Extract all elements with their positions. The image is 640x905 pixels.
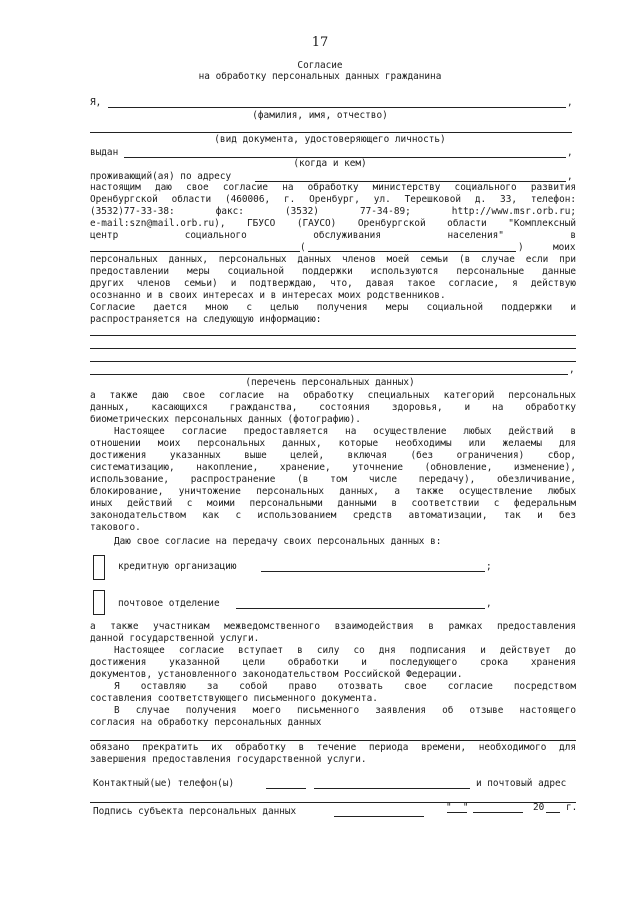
bracket-open: ( [300, 242, 306, 253]
paragraph-consent-line-1: настоящим даю свое согласие на обработку министерству социального развития [90, 182, 576, 193]
post-office-label: почтовое отделение [118, 598, 220, 609]
actions-line-2: отношении моих персональных данных, которые необходимы или желаемы для [90, 438, 576, 449]
data-list-line-2[interactable] [90, 348, 576, 349]
credit-org-label: кредитную организацию [118, 561, 237, 572]
actions-line-1: Настоящее согласие предоставляется на осуществление любых действий в [114, 426, 576, 437]
data-list-caption: (перечень персональных данных) [245, 377, 415, 388]
form-title: Согласие [297, 60, 343, 71]
data-list-end: , [569, 364, 575, 375]
actions-line-7: иных действий с моими персональными данными в соответствии с федеральным [90, 498, 576, 509]
paragraph-consent-line-7: предоставлении меры социальной поддержки используются персональные данные [90, 266, 576, 277]
data-list-line-3[interactable] [90, 361, 576, 362]
post-office-checkbox[interactable] [93, 590, 105, 615]
issued-caption: (когда и кем) [293, 158, 367, 169]
paragraph-consent-line-8: других членов семьи) и подтверждаю, что, давая такое согласие, я действую [90, 278, 576, 289]
address-label: проживающий(ая) по адресу [90, 171, 232, 182]
fio-caption: (фамилия, имя, отчество) [252, 110, 388, 121]
interagency-line-2: данной государственной услуги. [90, 633, 260, 644]
validity-line-1: Настоящее согласие вступает в силу со дня подписания и действует до [114, 645, 576, 656]
date-day-quotes: " " [446, 802, 469, 813]
revoke-line-1: Я оставляю за собой право отозвать свое согласие посредством [114, 681, 576, 692]
document-caption: (вид документа, удостоверяющего личность) [214, 134, 446, 145]
termination-line-2: завершения предоставления государственной услуги. [90, 754, 367, 765]
purpose-line-1: Согласие дается мною с целью получения меры социальной поддержки и [90, 302, 576, 313]
contacts-end: и почтовый адрес [476, 778, 567, 789]
post-office-field[interactable] [236, 608, 485, 609]
moih-word: моих [553, 242, 576, 253]
transfer-intro: Даю свое согласие на передачу своих персональных данных в: [114, 536, 442, 547]
special-data-line-3: биометрических персональных данных (фотографию). [90, 414, 361, 425]
vydan-label: выдан [90, 147, 119, 158]
signature-label: Подпись субъекта персональных данных [93, 806, 297, 817]
date-month-field[interactable] [473, 812, 523, 813]
withdrawal-line-2: согласия на обработку персональных данных [90, 717, 322, 728]
data-list-line-4[interactable] [90, 374, 568, 375]
paragraph-consent-line-5: центр социального обслуживания населения" в [90, 230, 576, 241]
phone-field-2[interactable] [314, 788, 470, 789]
ya-label: Я, [90, 97, 102, 108]
form-subtitle: на обработку персональных данных гражданина [198, 71, 442, 82]
special-data-line-1: а также даю свое согласие на обработку специальных категорий персональных [90, 390, 576, 401]
actions-line-3: достижения указанных выше целей, включая (без ограничения) сбор, [90, 450, 576, 461]
date-year-prefix: 20 [533, 802, 545, 813]
actions-line-6: блокирование, уничтожение персональных данных, а также осуществление любых [90, 486, 576, 497]
paragraph-consent-line-3: (3532)77-33-38: факс: (3532) 77-34-89; http://www.msr.orb.ru; [90, 206, 576, 217]
credit-org-field[interactable] [261, 571, 485, 572]
paragraph-consent-line-9: осознанно и в своих интересах и в интересах моих родственников. [90, 290, 446, 301]
issued-end: , [567, 147, 573, 158]
purpose-line-2: распространяется на следующую информацию: [90, 314, 322, 325]
post-office-end: , [486, 598, 492, 609]
organization-field[interactable] [90, 740, 576, 741]
revoke-line-2: составления соответствующего письменного документа. [90, 693, 378, 704]
date-suffix: г. [566, 802, 578, 813]
phone-field-1[interactable] [266, 788, 306, 789]
center-name-field-left[interactable] [90, 251, 300, 252]
data-list-line-1[interactable] [90, 335, 576, 336]
validity-line-3: документов, установленного законодательством Российской Федерации. [90, 669, 463, 680]
paragraph-consent-line-4: e-mail:szn@mail.orb.ru), ГБУСО (ГАУСО) Оренбургской области "Комплексный [90, 218, 576, 229]
validity-line-2: достижения указанной цели обработки и последующего срока хранения [90, 657, 576, 668]
credit-org-end: ; [486, 561, 492, 572]
withdrawal-line-1: В случае получения моего письменного заявления об отзыве настоящего [114, 705, 576, 716]
signature-field[interactable] [334, 816, 424, 817]
center-name-field[interactable] [308, 251, 516, 252]
date-year-field[interactable] [546, 812, 560, 813]
fio-end: , [567, 97, 573, 108]
paragraph-consent-line-6: персональных данных, персональных данных членов моей семьи (в случае если при [90, 254, 576, 265]
paragraph-consent-line-2: Оренбургской области (460006, г. Оренбург, ул. Терешковой д. 33, телефон: [90, 194, 576, 205]
address-end: , [567, 171, 573, 182]
actions-line-5: использование, распространение (в том числе передачу), обезличивание, [90, 474, 576, 485]
actions-line-9: такового. [90, 522, 141, 533]
date-day-field[interactable] [447, 812, 467, 813]
termination-line-1: обязано прекратить их обработку в течение периода времени, необходимого для [90, 742, 576, 753]
page-number: 17 [311, 35, 329, 50]
contacts-label: Контактный(ые) телефон(ы) [93, 778, 235, 789]
special-data-line-2: данных, касающихся гражданства, состояния здоровья, и на обработку [90, 402, 576, 413]
postal-address-field[interactable] [90, 802, 576, 803]
bracket-close: ) [518, 242, 524, 253]
actions-line-8: законодательством как с использованием средств автоматизации, так и без [90, 510, 576, 521]
credit-org-checkbox[interactable] [93, 555, 105, 580]
actions-line-4: систематизацию, накопление, хранение, уточнение (обновление, изменение), [90, 462, 576, 473]
document-field[interactable] [90, 132, 572, 133]
interagency-line-1: а также участникам межведомственного взаимодействия в рамках предоставления [90, 621, 576, 632]
fio-field[interactable] [108, 107, 566, 108]
